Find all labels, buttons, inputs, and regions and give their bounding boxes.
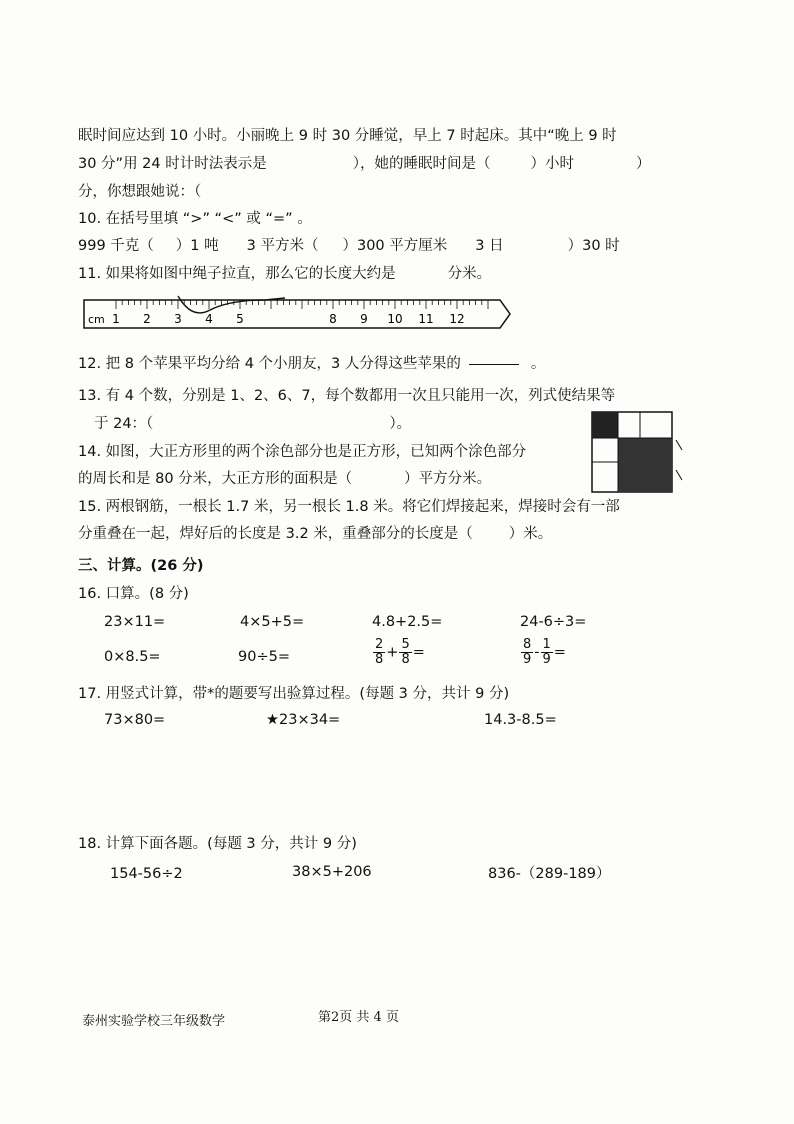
q14-prefix: 的周长和是 80 分米，大正方形的面积是（ [78, 471, 353, 487]
q17-title: 17. 用竖式计算，带*的题要写出验算过程。(每题 3 分，共计 9 分) [78, 686, 510, 702]
q12 [78, 354, 545, 374]
q15-prefix: 分重叠在一起，焊好后的长度是 3.2 米，重叠部分的长度是（ [78, 526, 473, 542]
q10-item-b-end: ）300 平方厘米 [342, 238, 448, 254]
section-3-title: 三、计算。(26 分) [78, 558, 204, 574]
intro-close-paren: ） [636, 156, 651, 172]
q18-item: 836-（289-189） [488, 866, 611, 882]
q16-fraction-sum: $\frac{2}{8}$ + $\frac{5}{8}$ = [375, 637, 425, 667]
q15-suffix: ）米。 [508, 526, 553, 542]
q16-item: 0×8.5= [104, 649, 161, 665]
q13-prefix: 于 24：（ [94, 416, 154, 432]
ruler-label: 5 [236, 312, 244, 326]
q18-item: 38×5+206 [292, 864, 372, 880]
ruler-label: 10 [387, 312, 403, 326]
q10-item-a: 999 千克（ [78, 238, 154, 254]
ruler-label: 3 [174, 312, 182, 326]
q17-item: 73×80= [104, 712, 166, 728]
q16-fraction-diff: $\frac{8}{9}$ - $\frac{1}{9}$ = [523, 637, 566, 667]
q17-item: ★23×34= [266, 712, 341, 728]
q12-fraction-blank[interactable] [461, 355, 531, 373]
q10-item-a-end: ）1 吨 [175, 238, 219, 254]
q14-suffix: ）平方分米。 [404, 471, 492, 487]
rope-curve [178, 296, 285, 313]
fraction: $\frac{2}{8}$ [375, 637, 384, 667]
ruler-label: 4 [205, 312, 213, 326]
ruler-unit-label: cm [88, 313, 105, 326]
ruler-label: 11 [418, 312, 434, 326]
ruler-label: 9 [360, 312, 368, 326]
ruler-label: 2 [143, 312, 151, 326]
q10-item-c-end: ）30 时 [567, 238, 620, 254]
q14-square-figure [590, 410, 686, 500]
q13-line-2 [94, 414, 411, 434]
q10-item-b: 3 平方米（ [246, 238, 319, 254]
q16-item: 4.8+2.5= [372, 614, 443, 630]
q10-items [78, 236, 620, 256]
q16-item: 4×5+5= [240, 614, 305, 630]
small-shaded-square [592, 412, 618, 438]
q18-title: 18. 计算下面各题。(每题 3 分，共计 9 分) [78, 836, 357, 852]
ruler-label: 12 [449, 312, 465, 326]
q10-title: 10. 在括号里填 “>” “<” 或 “=” 。 [78, 211, 312, 227]
q13-suffix: ）。 [389, 416, 412, 432]
q13-line-1: 13. 有 4 个数，分别是 1、2、6、7，每个数都用一次且只能用一次，列式使结果等 [78, 388, 616, 404]
footer-school: 泰州实验学校三年级数学 [82, 1014, 226, 1029]
q14-line-1: 14. 如图，大正方形里的两个涂色部分也是正方形，已知两个涂色部分 [78, 444, 527, 460]
footer-page: 第2页 共 4 页 [318, 1010, 399, 1025]
fraction: $\frac{1}{9}$ [542, 637, 551, 667]
ruler-label: 1 [112, 312, 120, 326]
q14-line-2 [78, 469, 491, 489]
fraction: $\frac{8}{9}$ [523, 637, 532, 667]
ruler-label: 8 [329, 312, 337, 326]
q12-end: 。 [530, 356, 546, 372]
q16-item: 90÷5= [238, 649, 290, 665]
q16-item: 24-6÷3= [520, 614, 587, 630]
q12-text: 12. 把 8 个苹果平均分给 4 个小朋友，3 人分得这些苹果的 [78, 356, 461, 372]
ruler-figure [80, 290, 520, 338]
fraction: $\frac{5}{8}$ [401, 637, 410, 667]
ruler-number-labels [112, 312, 464, 326]
intro-hours-text: ）小时 [530, 156, 574, 172]
intro-line-2 [78, 154, 651, 174]
q16-item: 23×11= [104, 614, 166, 630]
q10-item-c: 3 日 [475, 238, 504, 254]
q15-line-2 [78, 524, 552, 544]
intro-24h-text: 30 分”用 24 时计时法表示是 [78, 156, 267, 172]
q17-item: 14.3-8.5= [484, 712, 557, 728]
q16-title: 16. 口算。(8 分) [78, 586, 189, 602]
q18-item: 154-56÷2 [110, 866, 183, 882]
intro-line-1: 眠时间应达到 10 小时。小丽晚上 9 时 30 分睡觉，早上 7 时起床。其中“晚上 9 时 [78, 128, 617, 144]
q11-unit: 分米。 [447, 266, 492, 282]
intro-line-3: 分，你想跟她说：（ [78, 184, 202, 200]
intro-sleep-text: ），她的睡眠时间是（ [352, 156, 491, 172]
ruler-tick-marks [116, 300, 488, 309]
q11-text: 11. 如果将如图中绳子拉直，那么它的长度大约是 [78, 266, 396, 282]
q15-line-1: 15. 两根钢筋，一根长 1.7 米，另一根长 1.8 米。将它们焊接起来，焊接时会有一部 [78, 499, 620, 515]
q11-title [78, 264, 491, 284]
large-shaded-square [618, 438, 672, 492]
